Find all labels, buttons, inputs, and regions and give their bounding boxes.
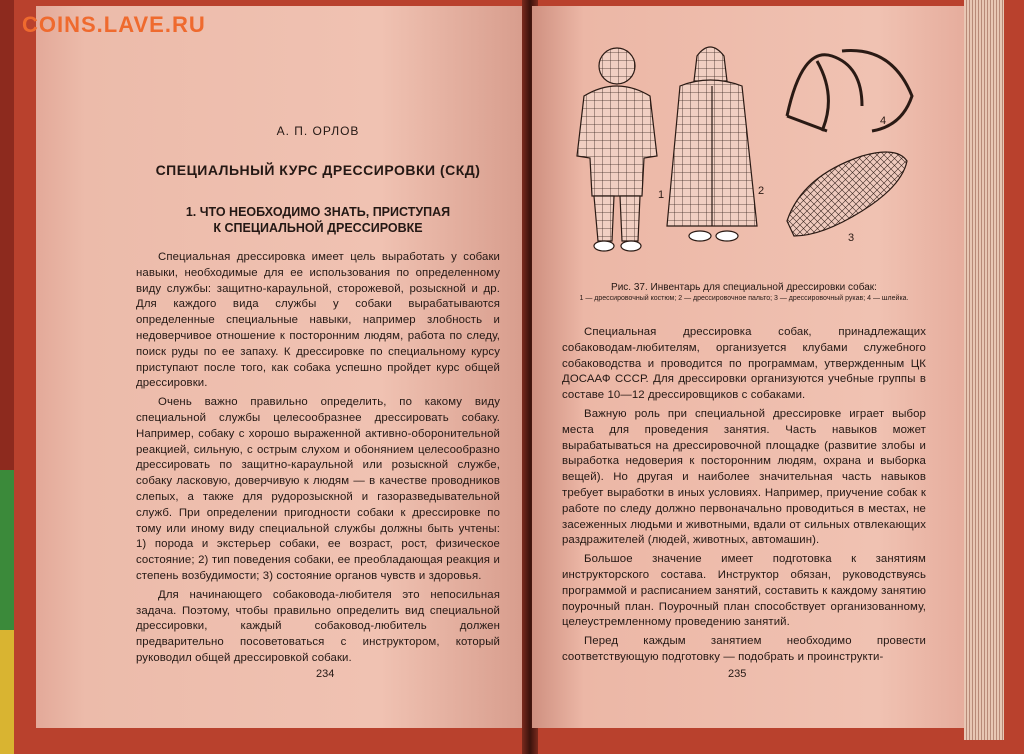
paragraph: Перед каждым занятием необходимо провести соответствующую подготовку — подобрать и проинструкти- bbox=[562, 635, 926, 663]
figure-label-4: 4 bbox=[880, 115, 887, 127]
right-body-text bbox=[562, 325, 926, 666]
author-name: А. П. ОРЛОВ bbox=[276, 124, 360, 138]
paragraph: Для начинающего собаковода-любителя это непосильная задача. Поэтому, чтобы правильно определить вид специальной дрессировки, каждый собаковод-любитель должен предварительно посоветоваться с инструктором, который руководил общей дрессировкой собаки. bbox=[136, 588, 500, 664]
training-coat-figure bbox=[667, 47, 757, 241]
page-block-edge bbox=[964, 0, 1004, 740]
figure-caption: Рис. 37. Инвентарь для специальной дрессировки собак: bbox=[611, 282, 877, 293]
watermark-logo: COINS.LAVE.RU bbox=[22, 12, 206, 37]
section-heading bbox=[136, 204, 500, 236]
page-number-right: 235 bbox=[728, 668, 747, 680]
figure-label-2: 2 bbox=[758, 185, 765, 197]
paragraph: Специальная дрессировка имеет цель выработать у собаки навыки, необходимые для ее использования по определенному виду службы: защитно-караульной, сторожевой, розыскной и др. Для каждого вида службы у собаки вырабатываются определенные специальные навыки, например злобность и недоверчивое отношение к посторонним людям, работа по следу, поиск руды по ее запаху. К дрессировке по специальному курсу приступают после того, как собака успешно пройдет курс общей дрессировки. bbox=[136, 251, 500, 390]
figure-label-3: 3 bbox=[848, 232, 855, 244]
paragraph: Большое значение имеет подготовка к занятиям инструкторского состава. Инструктор обязан, руководствуясь программой и расписанием занятий, составить к каждому занятию поурочный план. Поурочный план способствует организованному, целеустремленному проведению занятий. bbox=[562, 553, 926, 629]
figure-37 bbox=[562, 36, 926, 276]
training-sleeve-figure bbox=[787, 152, 907, 236]
paragraph: Специальная дрессировка собак, принадлежащих собаководам-любителям, организуется клубами служебного собаководства и проводится по программам, утвержденным ЦК ДОСААФ СССР. Для дрессировки организуются учебные группы в составе 10—12 дрессировщиков с собаками. bbox=[562, 326, 926, 402]
right-page bbox=[532, 6, 964, 728]
book-edge-green bbox=[0, 470, 14, 630]
book-edge-red bbox=[0, 0, 14, 470]
figure-label-1: 1 bbox=[658, 189, 665, 201]
dog-training-equipment-illustration bbox=[562, 36, 926, 256]
figure-legend: 1 — дрессировочный костюм; 2 — дрессировочное пальто; 3 — дрессировочный рукав; 4 — шлейка. bbox=[579, 295, 909, 302]
left-body-text bbox=[136, 250, 500, 667]
training-suit-figure bbox=[577, 48, 657, 251]
book-edge-yellow bbox=[0, 630, 14, 754]
section-heading-line1: 1. ЧТО НЕОБХОДИМО ЗНАТЬ, ПРИСТУПАЯ bbox=[185, 205, 451, 219]
section-heading-line2: К СПЕЦИАЛЬНОЙ ДРЕССИРОВКЕ bbox=[213, 221, 423, 235]
left-page bbox=[36, 6, 528, 728]
page-number-left: 234 bbox=[316, 668, 335, 680]
paragraph: Очень важно правильно определить, по какому виду специальной службы целесообразнее дрессировать собаку. Например, собаку с хорошо выраженной активно-оборонительной реакцией, сильную, с острым слухом и обонянием целесообразно дрессировать по защитно-караульной или розыскной службе, собаку ласковую, доверчивую к людям — в качестве проводников слепых, а также для рудорозыскной и газоразведывательной служб. При определении пригодности собаки к дрессировке по тому или иному виду специальной службы должны быть учтены: 1) порода и экстерьер собаки, ее возраст, рост, физическое состояние; 2) тип поведения собаки, ее преобладающая реакция и степень возбудимости; 3) состояние органов чувств и здоровья. bbox=[136, 396, 500, 582]
harness-figure bbox=[787, 51, 912, 131]
chapter-title: СПЕЦИАЛЬНЫЙ КУРС ДРЕССИРОВКИ (СКД) bbox=[155, 162, 481, 178]
paragraph: Важную роль при специальной дрессировке играет выбор места для проведения занятия. Часть навыков может вырабатываться на дрессировочной площадке (развитие злобы и выработка недоверия к посторонним людям, охрана и выборка вещей). Но другая и наиболее значительная часть навыков требует выработки в иных условиях. Например, приучение собак к работе по следу должно первоначально проводиться в местах, не засеженных людьми и животными, вдали от сильных отвлекающих раздражителей (людей, животных, автомашин). bbox=[562, 407, 926, 547]
